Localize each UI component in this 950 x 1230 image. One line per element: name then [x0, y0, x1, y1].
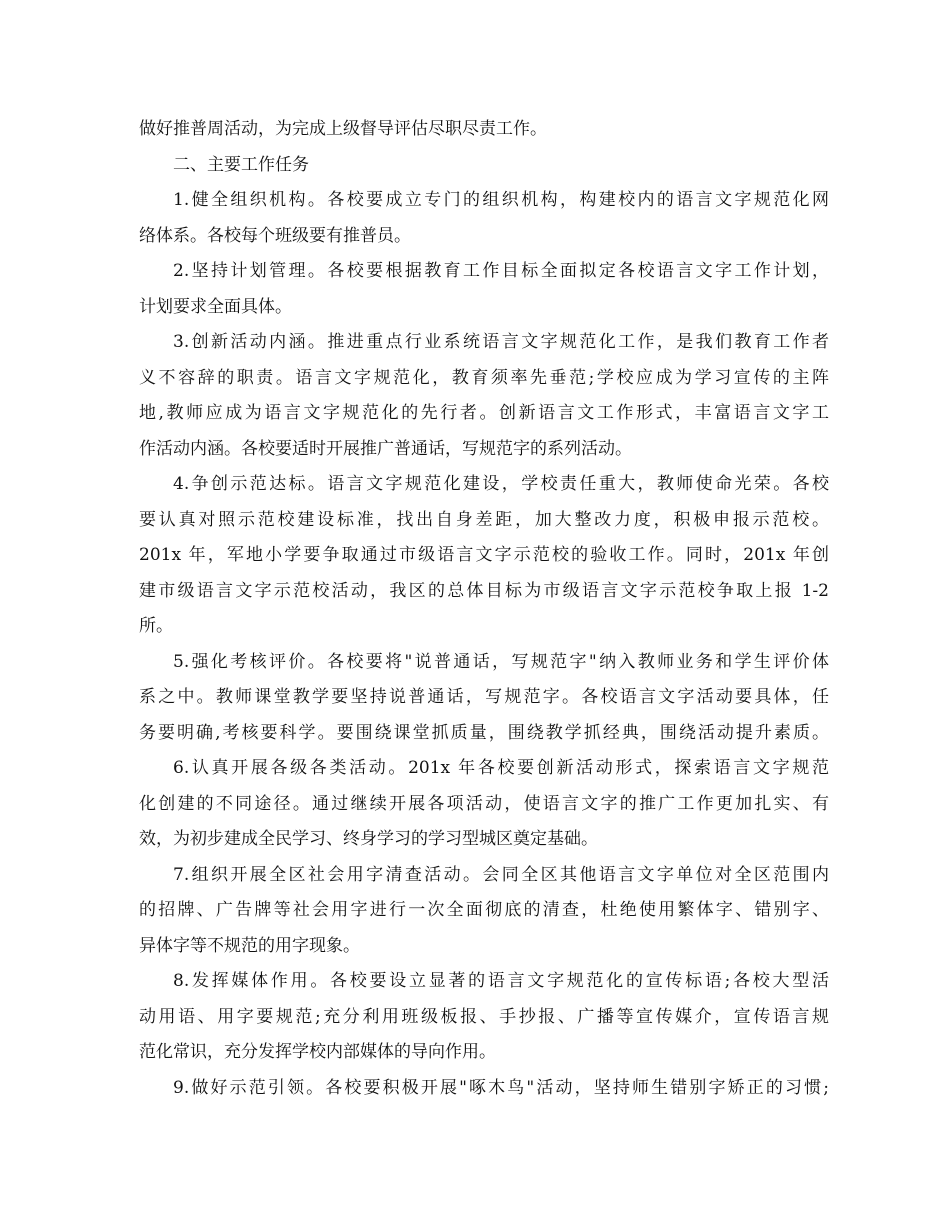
- text-line: 1.健全组织机构。各校要成立专门的组织机构，构建校内的语言文字规范化网: [173, 190, 829, 210]
- text-line: 义不容辞的职责。语言文字规范化，教育须率先垂范;学校应成为学习宣传的主阵: [139, 367, 829, 388]
- text-line: 所。: [139, 616, 173, 636]
- text-line: 4.争创示范达标。语言文字规范化建设，学校责任重大，教师使命光荣。各校: [173, 474, 829, 494]
- text-line: 计划要求全面具体。: [139, 296, 292, 317]
- section-heading: 二、主要工作任务: [173, 154, 309, 175]
- text-line: 的招牌、广告牌等社会用字进行一次全面彻底的清查，杜绝使用繁体字、错别字、: [139, 900, 829, 920]
- text-line: 范化常识，充分发挥学校内部媒体的导向作用。: [139, 1042, 496, 1062]
- text-line: 201x 年，军地小学要争取通过市级语言文字示范校的验收工作。同时，201x 年创: [139, 545, 829, 565]
- text-line: 7.组织开展全区社会用字清查活动。会同全区其他语言文字单位对全区范围内: [173, 864, 829, 885]
- text-line: 6.认真开展各级各类活动。201x 年各校要创新活动形式，探索语言文字规范: [173, 758, 829, 778]
- text-line: 异体字等不规范的用字现象。: [139, 935, 360, 956]
- text-line: 建市级语言文字示范校活动，我区的总体目标为市级语言文字示范校争取上报 1-2: [139, 580, 829, 601]
- text-line: 9.做好示范引领。各校要积极开展"啄木鸟"活动，坚持师生错别字矫正的习惯;: [173, 1077, 829, 1098]
- document-body: [139, 112, 829, 1106]
- text-line: 系之中。教师课堂教学要坚持说普通话，写规范字。各校语言文字活动要具体，任: [139, 687, 829, 707]
- text-line: 3.创新活动内涵。推进重点行业系统语言文字规范化工作，是我们教育工作者: [173, 332, 829, 352]
- text-line: 地,教师应成为语言文字规范化的先行者。创新语言文工作形式，丰富语言文字工: [139, 403, 829, 423]
- text-line: 务要明确,考核要科学。要围绕课堂抓质量，围绕教学抓经典，围绕活动提升素质。: [139, 722, 829, 743]
- text-line: 5.强化考核评价。各校要将"说普通话，写规范字"纳入教师业务和学生评价体: [173, 651, 829, 672]
- text-line: 8.发挥媒体作用。各校要设立显著的语言文字规范化的宣传标语;各校大型活: [173, 971, 829, 991]
- text-line: 化创建的不同途径。通过继续开展各项活动，使语言文字的推广工作更加扎实、有: [139, 793, 829, 814]
- text-line: 做好推普周活动，为完成上级督导评估尽职尽责工作。: [139, 119, 547, 139]
- text-line: 效，为初步建成全民学习、终身学习的学习型城区奠定基础。: [139, 829, 598, 849]
- text-line: 络体系。各校每个班级要有推普员。: [139, 225, 411, 246]
- text-line: 要认真对照示范校建设标准，找出自身差距，加大整改力度，积极申报示范校。: [139, 509, 829, 530]
- text-line: 作活动内涵。各校要适时开展推广普通话，写规范字的系列活动。: [139, 438, 632, 459]
- text-line: 动用语、用字要规范;充分利用班级板报、手抄报、广播等宣传媒介，宣传语言规: [139, 1006, 829, 1027]
- text-line: 2.坚持计划管理。各校要根据教育工作目标全面拟定各校语言文字工作计划，: [173, 261, 829, 281]
